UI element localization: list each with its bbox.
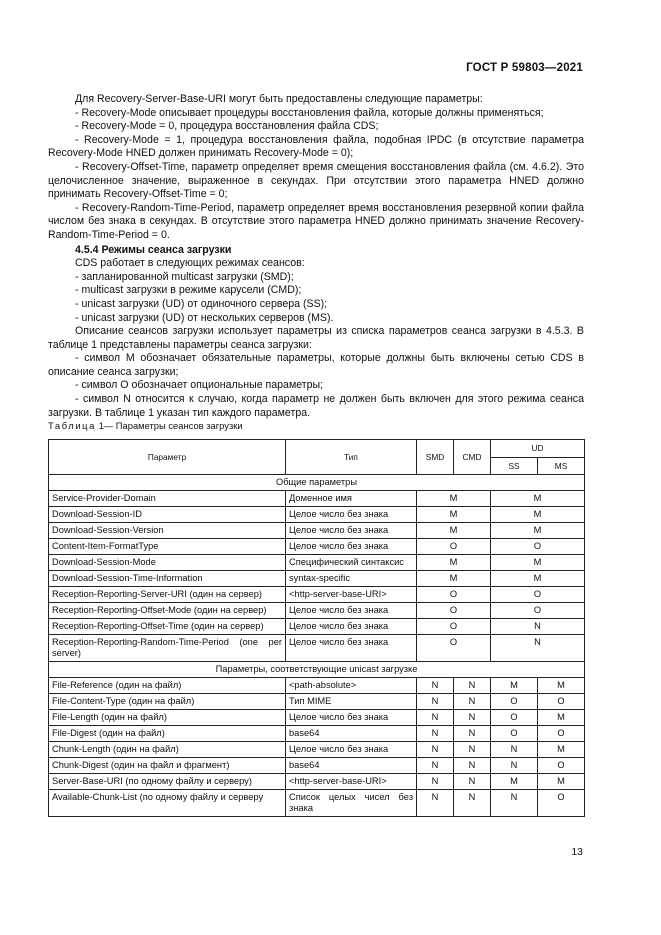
parameter-cell: File-Content-Type (один на файл): [49, 694, 286, 710]
table-row: [49, 603, 585, 619]
ms-value-cell: O: [538, 790, 585, 817]
parameter-cell: Reception-Reporting-Random-Time-Period (one per server): [49, 635, 286, 662]
page-number: 13: [571, 846, 583, 858]
body-paragraph: - unicast загрузки (UD) от нескольких серверов (MS).: [75, 311, 334, 324]
multicast-value-cell: O: [417, 619, 491, 635]
parameter-cell: Download-Session-ID: [49, 507, 286, 523]
ss-value-cell: O: [491, 726, 538, 742]
unicast-value-cell: O: [491, 539, 585, 555]
body-paragraph: - Recovery-Random-Time-Period, параметр определяет время восстановления резервной копии файла числом без знака в секундах. В отсутствие этого параметра HNED должно принимать значение Recovery-Random-Time-Period = 0.: [48, 201, 584, 241]
type-cell: Целое число без знака: [286, 635, 417, 662]
header-ss: SS: [491, 458, 538, 475]
parameter-cell: Reception-Reporting-Server-URI (один на сервер): [49, 587, 286, 603]
type-cell: Целое число без знака: [286, 507, 417, 523]
body-paragraph: - символ М обозначает обязательные параметры, которые должны быть включены сетью CDS в описание сеанса загрузки;: [48, 352, 584, 378]
unicast-value-cell: N: [491, 635, 585, 662]
type-cell: Доменное имя: [286, 491, 417, 507]
body-paragraph: - Recovery-Mode = 1, процедура восстановления файла, подобная IPDC (в отсутствие параметра Recovery-Mode HNED должен принимать Recovery-Mode = 0);: [48, 133, 584, 160]
table-caption-label: Таблица: [48, 420, 96, 431]
parameter-cell: Service-Provider-Domain: [49, 491, 286, 507]
smd-value-cell: N: [417, 758, 454, 774]
type-cell: <path-absolute>: [286, 678, 417, 694]
cmd-value-cell: N: [454, 678, 491, 694]
section-title: Общие параметры: [49, 475, 585, 491]
parameter-cell: Reception-Reporting-Offset-Time (один на сервер): [49, 619, 286, 635]
ms-value-cell: M: [538, 678, 585, 694]
parameter-cell: Download-Session-Mode: [49, 555, 286, 571]
body-paragraph: - Recovery-Mode описывает процедуры восстановления файла, которые должны применяться;: [75, 106, 544, 119]
table-row: [49, 742, 585, 758]
table-row: [49, 678, 585, 694]
unicast-value-cell: M: [491, 507, 585, 523]
multicast-value-cell: O: [417, 603, 491, 619]
parameter-cell: File-Digest (один на файл): [49, 726, 286, 742]
ms-value-cell: M: [538, 710, 585, 726]
cmd-value-cell: N: [454, 774, 491, 790]
parameter-cell: Download-Session-Version: [49, 523, 286, 539]
cmd-value-cell: N: [454, 790, 491, 817]
type-cell: base64: [286, 758, 417, 774]
body-paragraph: - символ N относится к случаю, когда параметр не должен быть включен для этого режима сеанса загрузки. В таблице 1 указан тип каждого параметра.: [48, 393, 584, 419]
ss-value-cell: O: [491, 694, 538, 710]
table-row: [49, 694, 585, 710]
cmd-value-cell: N: [454, 694, 491, 710]
parameters-table: [48, 439, 585, 817]
parameter-cell: File-Reference (один на файл): [49, 678, 286, 694]
ss-value-cell: N: [491, 790, 538, 817]
unicast-value-cell: M: [491, 571, 585, 587]
type-cell: base64: [286, 726, 417, 742]
ss-value-cell: N: [491, 758, 538, 774]
parameter-cell: Server-Base-URI (по одному файлу и серверу): [49, 774, 286, 790]
smd-value-cell: N: [417, 742, 454, 758]
ss-value-cell: M: [491, 678, 538, 694]
type-cell: Целое число без знака: [286, 710, 417, 726]
multicast-value-cell: M: [417, 491, 491, 507]
unicast-value-cell: N: [491, 619, 585, 635]
smd-value-cell: N: [417, 694, 454, 710]
multicast-value-cell: O: [417, 539, 491, 555]
section-row: [49, 475, 585, 491]
body-paragraph: CDS работает в следующих режимах сеансов:: [75, 257, 305, 270]
cmd-value-cell: N: [454, 758, 491, 774]
parameter-cell: Download-Session-Time-Information: [49, 571, 286, 587]
unicast-value-cell: M: [491, 555, 585, 571]
multicast-value-cell: O: [417, 635, 491, 662]
type-cell: <http-server-base-URI>: [286, 587, 417, 603]
body-paragraph: - unicast загрузки (UD) от одиночного сервера (SS);: [75, 297, 328, 310]
ms-value-cell: O: [538, 758, 585, 774]
table-row: [49, 587, 585, 603]
table-caption-number: 1: [98, 420, 104, 431]
table-row: [49, 774, 585, 790]
smd-value-cell: N: [417, 710, 454, 726]
cmd-value-cell: N: [454, 710, 491, 726]
smd-value-cell: N: [417, 774, 454, 790]
header-ms: MS: [538, 458, 585, 475]
type-cell: <http-server-base-URI>: [286, 774, 417, 790]
parameter-cell: Content-Item-FormatType: [49, 539, 286, 555]
table-row: [49, 571, 585, 587]
multicast-value-cell: O: [417, 587, 491, 603]
section-heading: 4.5.4 Режимы сеанса загрузки: [75, 243, 232, 256]
type-cell: Целое число без знака: [286, 619, 417, 635]
section-title: Параметры, соответствующие unicast загрузке: [49, 662, 585, 678]
header-type: Тип: [286, 440, 417, 475]
unicast-value-cell: O: [491, 587, 585, 603]
table-row: [49, 523, 585, 539]
table-row: [49, 507, 585, 523]
ms-value-cell: O: [538, 726, 585, 742]
ms-value-cell: M: [538, 774, 585, 790]
table-row: [49, 491, 585, 507]
unicast-value-cell: O: [491, 603, 585, 619]
unicast-value-cell: M: [491, 491, 585, 507]
multicast-value-cell: M: [417, 523, 491, 539]
multicast-value-cell: M: [417, 571, 491, 587]
smd-value-cell: N: [417, 678, 454, 694]
ms-value-cell: O: [538, 694, 585, 710]
type-cell: syntax-specific: [286, 571, 417, 587]
ms-value-cell: M: [538, 742, 585, 758]
type-cell: Специфический синтаксис: [286, 555, 417, 571]
table-row: [49, 790, 585, 817]
header-smd: SMD: [417, 440, 454, 475]
body-paragraph: Для Recovery-Server-Base-URI могут быть предоставлены следующие параметры:: [75, 93, 483, 105]
parameter-cell: Chunk-Digest (один на файл и фрагмент): [49, 758, 286, 774]
smd-value-cell: N: [417, 726, 454, 742]
table-row: [49, 758, 585, 774]
header-ud: UD: [491, 440, 585, 458]
ss-value-cell: O: [491, 710, 538, 726]
type-cell: Целое число без знака: [286, 603, 417, 619]
parameter-cell: File-Length (один на файл): [49, 710, 286, 726]
header-parameter: Параметр: [49, 440, 286, 475]
standard-designation: ГОСТ Р 59803—2021: [466, 62, 583, 74]
parameter-cell: Reception-Reporting-Offset-Mode (один на сервер): [49, 603, 286, 619]
table-row: [49, 710, 585, 726]
body-paragraph: - Recovery-Mode = 0, процедура восстановления файла CDS;: [75, 120, 379, 133]
parameter-cell: Chunk-Length (один на файл): [49, 742, 286, 758]
type-cell: Список целых чисел без знака: [286, 790, 417, 817]
multicast-value-cell: M: [417, 507, 491, 523]
type-cell: Целое число без знака: [286, 742, 417, 758]
body-paragraph: Описание сеансов загрузки использует параметры из списка параметров сеанса загрузки в 4.5.3. В таблице 1 представлены параметры сеанса загрузки:: [48, 325, 584, 351]
body-text: [48, 93, 584, 420]
section-row: [49, 662, 585, 678]
table-row: [49, 619, 585, 635]
type-cell: Целое число без знака: [286, 523, 417, 539]
body-paragraph: - запланированной multicast загрузки (SMD);: [75, 270, 294, 283]
body-paragraph: - Recovery-Offset-Time, параметр определяет время смещения восстановления файла (см. 4.6.2). Это целочисленное значение, выраженное в секундах. При отсутствии этого параметра HNED должно принимать Recovery-Offset-Time = 0;: [48, 160, 584, 201]
table-caption: [48, 420, 243, 431]
table-caption-text: — Параметры сеансов загрузки: [103, 420, 243, 431]
table-row: [49, 635, 585, 662]
ss-value-cell: M: [491, 774, 538, 790]
cmd-value-cell: N: [454, 742, 491, 758]
unicast-value-cell: M: [491, 523, 585, 539]
ss-value-cell: N: [491, 742, 538, 758]
table-body: [49, 475, 585, 817]
table-row: [49, 555, 585, 571]
body-paragraph: - multicast загрузки в режиме карусели (CMD);: [75, 284, 302, 297]
multicast-value-cell: M: [417, 555, 491, 571]
table-row: [49, 726, 585, 742]
parameter-cell: Available-Chunk-List (по одному файлу и серверу: [49, 790, 286, 817]
type-cell: Целое число без знака: [286, 539, 417, 555]
header-cmd: CMD: [454, 440, 491, 475]
cmd-value-cell: N: [454, 726, 491, 742]
smd-value-cell: N: [417, 790, 454, 817]
body-paragraph: - символ О обозначает опциональные параметры;: [75, 379, 324, 392]
type-cell: Тип MIME: [286, 694, 417, 710]
table-row: [49, 539, 585, 555]
